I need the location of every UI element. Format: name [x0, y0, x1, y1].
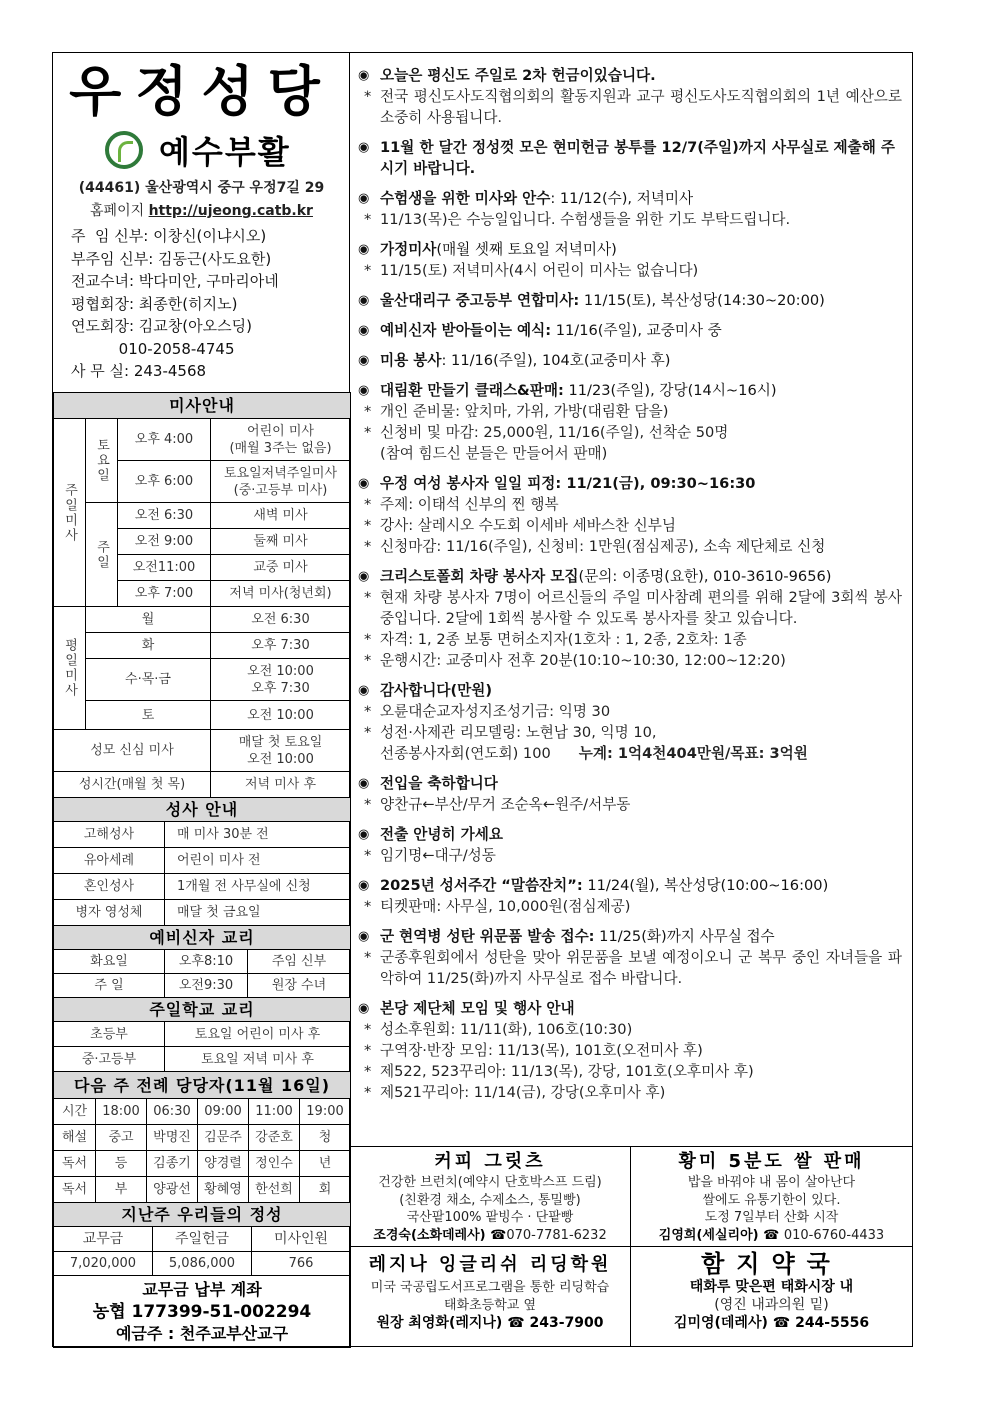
school-time: 토요일 어린이 미사 후: [165, 1022, 351, 1047]
bulletin-page: [52, 52, 913, 1347]
ads-grid: [350, 1146, 912, 1346]
homepage-label: 홈페이지: [90, 203, 145, 219]
bullet-icon: ◉: [358, 683, 370, 698]
phone-icon: ☎: [490, 1227, 507, 1243]
phone-icon: ☎: [763, 1227, 780, 1243]
offerings-value: 766: [252, 1252, 351, 1276]
notice-detail: * 전국 평신도사도직협의회의 활동지원과 교구 평신도사도직협의회의 1년 예산으로 소중히 사용됩니다.: [364, 88, 902, 126]
notice-item: [358, 566, 902, 671]
notice-detail: * 현재 차량 봉사자 7명이 어르신들의 주일 미사참례 편의를 위해 2달에 3회씩 봉사 중입니다. 2달에 1회씩 봉사할 수 있도록 봉사자를 찾고 있습니다.: [364, 589, 902, 627]
account-info: [54, 1276, 351, 1348]
mass-guide-table: [53, 392, 351, 798]
ad-line: 건강한 브런치(예약시 단호박스프 드림): [378, 1175, 602, 1190]
sacrament-value: 매 미사 30분 전: [165, 822, 351, 848]
notice-item: [358, 188, 902, 230]
notice-detail: * 제521꾸리아: 11/14(금), 강당(오후미사 후): [364, 1084, 666, 1101]
ad-coffee-gritz: [350, 1147, 631, 1247]
bullet-icon: ◉: [358, 929, 370, 944]
mass-time: 오후 4:00: [118, 419, 211, 461]
bullet-icon: ◉: [358, 191, 370, 206]
bullet-icon: ◉: [358, 293, 370, 308]
duty-cell: 해설: [54, 1125, 96, 1151]
notice-item: [358, 290, 902, 311]
notice-heading: ◉ 본당 제단체 모임 및 행사 안내: [358, 1000, 575, 1017]
notice-item: [358, 824, 902, 866]
ad-line: 도정 7일부터 산화 시작: [704, 1210, 839, 1225]
notice-detail: * 군종후원회에서 성탄을 맞아 위문품을 보낼 예정이오니 군 복무 중인 자녀들을 파악하여 11/25(화)까지 사무실로 접수 바랍니다.: [364, 949, 902, 987]
notice-item: [358, 875, 902, 917]
notice-heading: ◉ 전출 안녕히 가세요: [358, 826, 503, 843]
notice-detail: * 강사: 살레시오 수도회 이세바 세바스찬 신부님: [364, 517, 676, 534]
notice-detail: (참여 힘드신 분들은 만들어서 판매): [380, 445, 608, 462]
notice-detail: * 양찬규←부산/무거 조순옥←원주/서부동: [364, 796, 631, 813]
notice-item: [358, 320, 902, 341]
notice-item: [358, 773, 902, 815]
sacrament-label: 유아세례: [54, 848, 165, 874]
ad-line: 밥을 바꿔야 내 몸이 살아난다: [687, 1175, 856, 1190]
bullet-icon: ◉: [358, 878, 370, 893]
sacrament-label: 고해성사: [54, 822, 165, 848]
sunday-school-title: 주일학교 교리: [54, 998, 351, 1022]
sacrament-value: 어린이 미사 전: [165, 848, 351, 874]
notice-heading: ◉ 크리스토폴회 차량 봉사자 모집(문의: 이종명(요한), 010-3610-9656): [358, 568, 832, 585]
duty-header: 06:30: [147, 1099, 198, 1125]
ad-line: (영진 내과의원 밑): [714, 1296, 829, 1313]
notice-detail: * 임기명←대구/성동: [364, 847, 496, 864]
weekday-time: 오전 6:30: [211, 607, 351, 633]
parish-title: 우정성당: [69, 60, 334, 123]
duty-header: 11:00: [249, 1099, 300, 1125]
mass-desc: 저녁 미사(청년회): [211, 581, 351, 607]
school-time: 토요일 저녁 미사 후: [165, 1047, 351, 1072]
ad-line: 쌀에도 유통기한이 있다.: [702, 1192, 841, 1208]
duty-cell: 부: [96, 1177, 147, 1203]
ad-contact: 원장 최영화(레지나) ☎ 243-7900: [376, 1315, 604, 1331]
mass-time: 오후 6:00: [118, 461, 211, 503]
ad-name: 함지약국: [701, 1250, 842, 1278]
notice-detail: * 11/15(토) 저녁미사(4시 어린이 미사는 없습니다): [364, 262, 699, 279]
duty-header: 18:00: [96, 1099, 147, 1125]
bullet-icon: ◉: [358, 353, 370, 368]
subtitle-row: [105, 128, 291, 172]
notice-detail: * 신청비 및 마감: 25,000원, 11/16(주일), 선착순 50명: [364, 424, 729, 441]
duty-cell: 한선희: [249, 1177, 300, 1203]
weekday: 월: [86, 607, 211, 633]
catechumen-teacher: 주임 신부: [248, 950, 351, 974]
holy-hour-time: 저녁 미사 후: [211, 772, 351, 798]
homepage-line: [53, 200, 350, 220]
sacrament-value: 매달 첫 금요일: [165, 900, 351, 926]
bullet-icon: ◉: [358, 776, 370, 791]
bullet-icon: ◉: [358, 242, 370, 257]
catechumen-time: 오전9:30: [165, 974, 248, 998]
duty-cell: 년: [300, 1151, 351, 1177]
school-dept: 초등부: [54, 1022, 165, 1047]
weekday: 수·목·금: [86, 659, 211, 701]
notice-heading: ◉ 우정 여성 봉사자 일일 피정: 11/21(금), 09:30~16:30: [358, 475, 756, 492]
notice-detail: * 11/13(목)은 수능일입니다. 수험생들을 위한 기도 부탁드립니다.: [364, 211, 791, 228]
duty-cell: 김종기: [147, 1151, 198, 1177]
duty-cell: 황혜영: [198, 1177, 249, 1203]
sacraments-table: [53, 797, 351, 926]
mass-desc: 교중 미사: [211, 555, 351, 581]
notice-heading: ◉ 울산대리구 중고등부 연합미사: 11/15(토), 복산성당(14:30~20:00): [358, 292, 825, 309]
notice-detail: * 자격: 1, 2종 보통 면허소지자(1호차 : 1, 2종, 2호차: 1종: [364, 631, 747, 648]
catechumen-table: [53, 925, 351, 998]
ad-regina-academy: [350, 1247, 631, 1347]
weekday: 화: [86, 633, 211, 659]
bullet-icon: ◉: [358, 383, 370, 398]
ad-rice-sale: [631, 1147, 912, 1247]
staff-yeondo-phone: 010-2058-4745: [71, 339, 235, 358]
phone-icon: ☎: [772, 1315, 791, 1331]
office-phone: 사 무 실: 243-4568: [71, 362, 207, 380]
catechumen-title: 예비신자 교리: [54, 926, 351, 950]
liturgy-duty-title: 다음 주 전례 당당자(11월 16일): [54, 1072, 351, 1099]
duty-cell: 강준호: [249, 1125, 300, 1151]
duty-cell: 청: [300, 1125, 351, 1151]
ad-line: (친환경 채소, 수제소스, 통밀빵): [399, 1192, 581, 1208]
staff-pastor: 주 임 신부: 이창신(이냐시오): [71, 227, 267, 245]
duty-cell: 독서: [54, 1177, 96, 1203]
staff-sisters: 전교수녀: 박다미안, 구마리아네: [71, 272, 279, 290]
offerings-title: 지난주 우리들의 정성: [54, 1203, 351, 1227]
saturday-label: 토요일: [86, 419, 118, 503]
notice-item: [358, 239, 902, 281]
catechumen-day: 주 일: [54, 974, 165, 998]
duty-cell: 박명진: [147, 1125, 198, 1151]
mass-desc: 어린이 미사 (매월 3주는 없음): [211, 419, 351, 461]
holy-hour-label: 성시간(매월 첫 목): [54, 772, 211, 798]
notice-item: [358, 473, 902, 557]
weekday-time: 오전 10:00: [211, 701, 351, 730]
ad-contact: 김영희(세실리아) ☎ 010-6760-4433: [658, 1227, 885, 1243]
ad-line: 태화루 맞은편 태화시장 내: [689, 1279, 854, 1295]
marian-mass-label: 성모 신심 미사: [54, 730, 211, 772]
sacraments-title: 성사 안내: [54, 798, 351, 822]
duty-cell: 독서: [54, 1151, 96, 1177]
ad-line: 미국 국공립도서프로그램을 통한 리딩학습: [370, 1280, 610, 1295]
notice-detail: * 주제: 이태석 신부의 찐 행복: [364, 496, 559, 513]
sacrament-label: 병자 영성체: [54, 900, 165, 926]
sunday-school-table: [53, 997, 351, 1072]
weekday-time: 오후 7:30: [211, 633, 351, 659]
sunday-day-label: 주일: [86, 503, 118, 607]
catechumen-teacher: 원장 수녀: [248, 974, 351, 998]
account-holder: 예금주 : 천주교부산교구: [115, 1323, 289, 1343]
duty-cell: 등: [96, 1151, 147, 1177]
notice-detail: * 제522, 523꾸리아: 11/13(목), 강당, 101호(오후미사 후): [364, 1063, 754, 1080]
bullet-icon: ◉: [358, 68, 370, 83]
offerings-table: [53, 1202, 351, 1348]
staff-assistant: 부주임 신부: 김동근(사도요한): [71, 249, 272, 268]
offerings-value: 7,020,000: [54, 1252, 153, 1276]
bullet-icon: ◉: [358, 827, 370, 842]
notice-detail: * 운행시간: 교중미사 전후 20분(10:10~10:30, 12:00~12:20): [364, 652, 786, 669]
duty-cell: 양광선: [147, 1177, 198, 1203]
duty-header: 시간: [54, 1099, 96, 1125]
catechumen-day: 화요일: [54, 950, 165, 974]
notice-detail: * 성전·사제관 리모델링: 노현남 30, 익명 10,: [364, 724, 657, 741]
bullet-icon: ◉: [358, 1001, 370, 1016]
ad-name: 황미 5분도 쌀 판매: [678, 1151, 865, 1172]
notice-item: [358, 926, 902, 989]
weekday: 토: [86, 701, 211, 730]
notice-heading: ◉ 감사합니다(만원): [358, 682, 493, 699]
marian-mass-time: 매달 첫 토요일 오전 10:00: [211, 730, 351, 772]
sunday-mass-label: 주일미사: [54, 419, 86, 607]
mass-time: 오전11:00: [118, 555, 211, 581]
bullet-icon: ◉: [358, 323, 370, 338]
weekday-time: 오전 10:00 오후 7:30: [211, 659, 351, 701]
notice-detail: * 오륜대순교자성지조성기금: 익명 30: [364, 703, 611, 720]
notice-item: [358, 350, 902, 371]
catechumen-time: 오후8:10: [165, 950, 248, 974]
mass-guide-title: 미사안내: [54, 393, 351, 419]
staff-yeondo-president: 연도회장: 김교창(아오스딩): [71, 317, 252, 335]
account-number: 농협 177399-51-002294: [92, 1301, 312, 1322]
offerings-value: 5,086,000: [153, 1252, 252, 1276]
ad-contact: 김미영(데레사) ☎ 244-5556: [673, 1315, 870, 1331]
mass-desc: 토요일저녁주일미사 (중·고등부 미사): [211, 461, 351, 503]
ad-name: 레지나 잉글리쉬 리딩학원: [368, 1254, 612, 1275]
duty-header: 09:00: [198, 1099, 249, 1125]
duty-cell: 김문주: [198, 1125, 249, 1151]
notice-detail: * 티켓판매: 사무실, 10,000원(점심제공): [364, 898, 631, 915]
parish-header: [53, 53, 350, 392]
mass-time: 오후 7:00: [118, 581, 211, 607]
ad-line: 태화초등학교 옆: [443, 1297, 537, 1313]
bullet-icon: ◉: [358, 569, 370, 584]
notice-heading: ◉ 가정미사(매월 셋째 토요일 저녁미사): [358, 241, 617, 258]
notice-detail: * 신청마감: 11/16(주일), 신청비: 1만원(점심제공), 소속 제단체로 신청: [364, 538, 826, 555]
notice-detail: * 성소후원회: 11/11(화), 106호(10:30): [364, 1021, 633, 1038]
liturgy-duty-table: [53, 1071, 351, 1203]
ad-hamji-pharmacy: [631, 1247, 912, 1347]
offerings-header: 교무금: [54, 1227, 153, 1252]
notice-heading: ◉ 2025년 성서주간 “말씀잔치”: 11/24(월), 복산성당(10:00~16:00): [358, 877, 829, 894]
notice-heading: ◉ 미용 봉사: 11/16(주일), 104호(교중미사 후): [358, 352, 671, 369]
ad-contact: 조경숙(소화데레사) ☎070-7781-6232: [373, 1227, 607, 1243]
notice-heading: ◉ 전입을 축하합니다: [358, 775, 498, 792]
notice-detail: * 구역장·반장 모임: 11/13(목), 101호(오전미사 후): [364, 1042, 703, 1059]
school-dept: 중·고등부: [54, 1047, 165, 1072]
bullet-icon: ◉: [358, 476, 370, 491]
offerings-header: 주일헌금: [153, 1227, 252, 1252]
mass-time: 오전 9:00: [118, 529, 211, 555]
duty-cell: 양경렬: [198, 1151, 249, 1177]
notice-heading: ◉ 군 현역병 성탄 위문품 발송 접수: 11/25(화)까지 사무실 접수: [358, 928, 775, 945]
ad-line: 국산팥100% 팥빙수 · 단팥빵: [406, 1210, 574, 1225]
mass-desc: 둘째 미사: [211, 529, 351, 555]
staff-council-president: 평협회장: 최종한(히지노): [71, 294, 238, 313]
subtitle: 예수부활: [159, 133, 291, 171]
notice-heading: ◉ 예비신자 받아들이는 예식: 11/16(주일), 교중미사 중: [358, 322, 722, 339]
sacrament-value: 1개월 전 사무실에 신청: [165, 874, 351, 900]
left-column: [53, 53, 350, 1346]
notice-heading: ◉ 11월 한 달간 정성껏 모은 현미헌금 봉투를 12/7(주일)까지 사무실로 제출해 주시기 바랍니다.: [358, 139, 895, 177]
notice-item: [358, 380, 902, 464]
homepage-link[interactable]: http://ujeong.catb.kr: [148, 203, 313, 219]
duty-cell: 정인수: [249, 1151, 300, 1177]
notice-heading: ◉ 대림환 만들기 클래스&판매: 11/23(주일), 강당(14시~16시): [358, 382, 777, 399]
notice-item: [358, 65, 902, 128]
mass-time: 오전 6:30: [118, 503, 211, 529]
bullet-icon: ◉: [358, 140, 370, 155]
mass-desc: 새벽 미사: [211, 503, 351, 529]
right-column: [350, 53, 912, 1346]
notice-detail: * 개인 준비물: 앞치마, 가위, 가방(대림환 담을): [364, 403, 669, 420]
notice-heading: ◉ 수험생을 위한 미사와 안수: 11/12(수), 저녁미사: [358, 190, 694, 207]
offerings-header: 미사인원: [252, 1227, 351, 1252]
notice-item: [358, 137, 902, 179]
duty-cell: 회: [300, 1177, 351, 1203]
sacrament-label: 혼인성사: [54, 874, 165, 900]
notice-item: [358, 680, 902, 764]
duty-header: 19:00: [300, 1099, 351, 1125]
staff-list: [71, 225, 279, 383]
address: (44461) 울산광역시 중구 우정7길 29: [78, 180, 325, 196]
ad-name: 커피 그릿츠: [434, 1151, 546, 1172]
notice-item: [358, 998, 902, 1103]
parish-logo-icon: [105, 131, 143, 169]
account-title: 교무금 납부 계좌: [142, 1279, 262, 1299]
weekday-mass-label: 평일미사: [54, 607, 86, 730]
duty-cell: 중고: [96, 1125, 147, 1151]
notice-heading: ◉ 오늘은 평신도 주일로 2차 헌금이있습니다.: [358, 67, 656, 84]
notice-detail: 선종봉사자회(연도회) 100 누계: 1억4천404만원/목표: 3억원: [380, 745, 808, 762]
phone-icon: ☎: [507, 1315, 525, 1331]
notices-list: [350, 65, 912, 1112]
